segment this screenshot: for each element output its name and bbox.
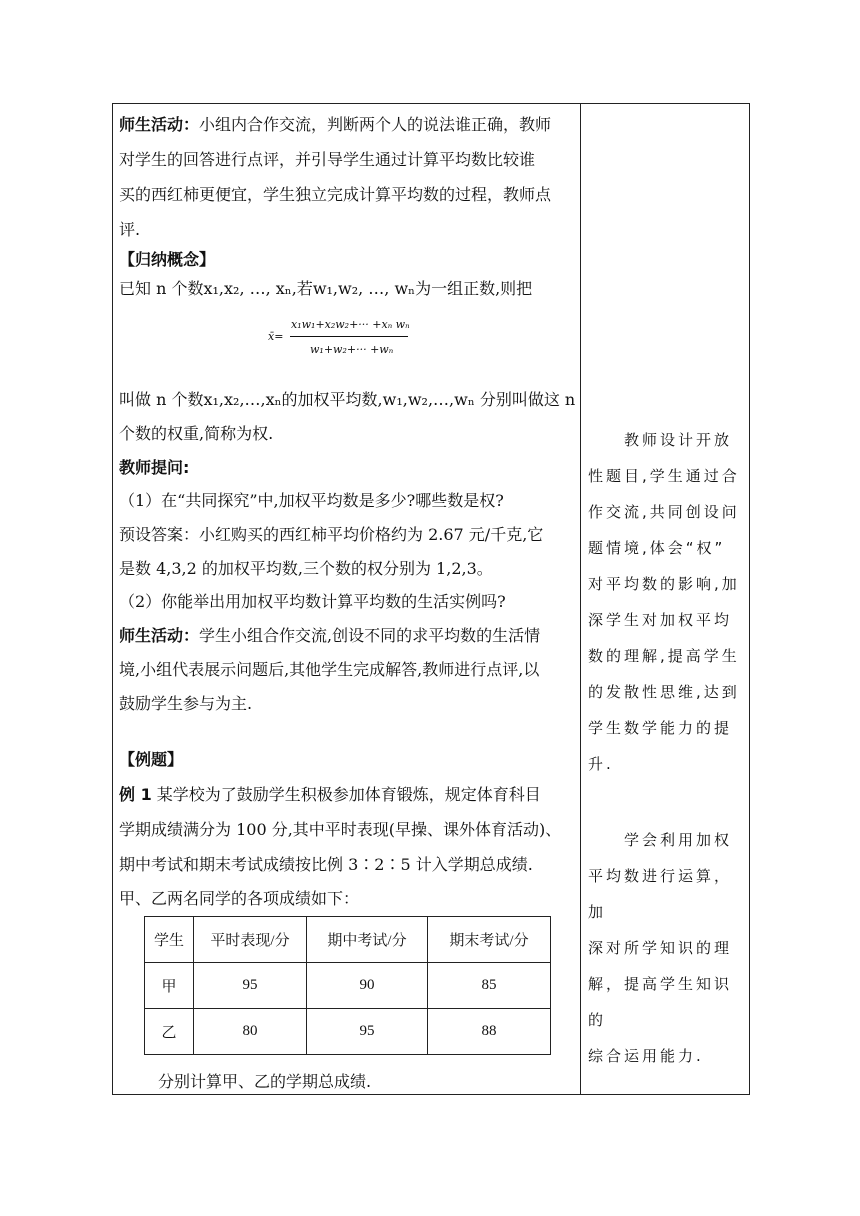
note-line: 性题目,学生通过合 xyxy=(588,467,740,485)
table-cell: 85 xyxy=(428,963,551,1009)
formula-numerator: x₁w₁+x₂w₂+··· +xₙ wₙ xyxy=(291,318,410,331)
note-line: 综合运用能力. xyxy=(588,1047,704,1065)
question-2: （2）你能举出用加权平均数计算平均数的生活实例吗? xyxy=(119,592,506,611)
note-line: 学会利用加权 xyxy=(588,831,733,849)
fraction-bar xyxy=(290,336,408,337)
note-line: 升. xyxy=(588,755,614,773)
table-cell: 95 xyxy=(194,963,307,1009)
table-header-row xyxy=(145,917,551,963)
table-row xyxy=(145,963,551,1009)
paragraph-activity2-line2: 境,小组代表展示问题后,其他学生完成解答,教师进行点评,以 xyxy=(119,660,540,679)
weighted-mean-formula xyxy=(268,318,438,362)
table-cell: 90 xyxy=(307,963,428,1009)
example-task: 分别计算甲、乙的学期总成绩. xyxy=(158,1072,372,1091)
column-divider xyxy=(580,103,581,1095)
example-line1 xyxy=(119,785,541,805)
example-line3: 期中考试和期末考试成绩按比例 3∶2∶5 计入学期总成绩. xyxy=(119,855,533,874)
answer-line1: 预设答案：小红购买的西红柿平均价格约为 2.67 元/千克,它 xyxy=(119,525,544,544)
paragraph-activity2-line3: 鼓励学生参与为主. xyxy=(119,694,253,713)
note-line: 数的理解,提高学生 xyxy=(588,647,740,665)
header-cell: 平时表现/分 xyxy=(194,917,307,963)
table-cell: 95 xyxy=(307,1009,428,1055)
table-cell: 乙 xyxy=(145,1009,194,1055)
formula-lhs: x̄= xyxy=(268,330,284,343)
scores-table xyxy=(144,916,551,1055)
header-cell: 学生 xyxy=(145,917,194,963)
definition-line1: 已知 n 个数x₁,x₂, …, xₙ,若w₁,w₂, …, wₙ为一组正数,则把 xyxy=(119,279,533,298)
answer-line2: 是数 4,3,2 的加权平均数,三个数的权分别为 1,2,3。 xyxy=(119,559,493,578)
note-line: 解，提高学生知识的 xyxy=(588,975,733,1029)
note-line: 平均数进行运算，加 xyxy=(588,867,733,921)
header-cell: 期末考试/分 xyxy=(428,917,551,963)
header-cell: 期中考试/分 xyxy=(307,917,428,963)
paragraph-activity2-line1 xyxy=(119,626,540,646)
table-cell: 80 xyxy=(194,1009,307,1055)
table-cell: 甲 xyxy=(145,963,194,1009)
design-note-1 xyxy=(588,422,744,782)
teacher-question-label: 教师提问: xyxy=(119,458,190,477)
example-text: 某学校为了鼓励学生积极参加体育锻炼，规定体育科目 xyxy=(151,785,541,804)
note-line: 教师设计开放 xyxy=(588,431,733,449)
paragraph-activity-line3: 买的西红柿更便宜，学生独立完成计算平均数的过程，教师点 xyxy=(119,185,552,204)
paragraph-activity-line2: 对学生的回答进行点评，并引导学生通过计算平均数比较谁 xyxy=(119,150,536,169)
note-line: 深学生对加权平均 xyxy=(588,611,733,629)
example-line4: 甲、乙两名同学的各项成绩如下： xyxy=(119,889,360,908)
activity2-text: 学生小组合作交流,创设不同的求平均数的生活情 xyxy=(199,626,541,645)
note-line: 对平均数的影响,加 xyxy=(588,575,740,593)
definition-line2: 叫做 n 个数x₁,x₂,…,xₙ的加权平均数,w₁,w₂,…,wₙ 分别叫做这 n xyxy=(119,390,576,409)
table-cell: 88 xyxy=(428,1009,551,1055)
formula-denominator: w₁+w₂+··· +wₙ xyxy=(310,343,394,356)
paragraph-activity-line1 xyxy=(119,115,551,135)
note-line: 作交流,共同创设问 xyxy=(588,503,740,521)
activity2-label: 师生活动： xyxy=(119,626,200,645)
note-line: 题情境,体会“权” xyxy=(588,539,726,557)
example-heading: 【例题】 xyxy=(119,750,184,769)
concept-heading: 【归纳概念】 xyxy=(119,250,216,269)
note-line: 学生数学能力的提 xyxy=(588,719,733,737)
question-1: （1）在“共同探究”中,加权平均数是多少?哪些数是权? xyxy=(119,491,504,510)
design-note-2 xyxy=(588,822,744,1074)
example-label: 例 1 xyxy=(119,785,152,804)
paragraph-activity-line4: 评. xyxy=(119,220,141,239)
note-line: 的发散性思维,达到 xyxy=(588,683,740,701)
activity-label: 师生活动： xyxy=(119,115,200,134)
example-line2: 学期成绩满分为 100 分,其中平时表现(早操、课外体育活动)、 xyxy=(119,820,562,839)
table-row xyxy=(145,1009,551,1055)
note-line: 深对所学知识的理 xyxy=(588,939,733,957)
definition-line3: 个数的权重,简称为权. xyxy=(119,424,274,443)
activity-text: 小组内合作交流，判断两个人的说法谁正确，教师 xyxy=(199,115,552,134)
